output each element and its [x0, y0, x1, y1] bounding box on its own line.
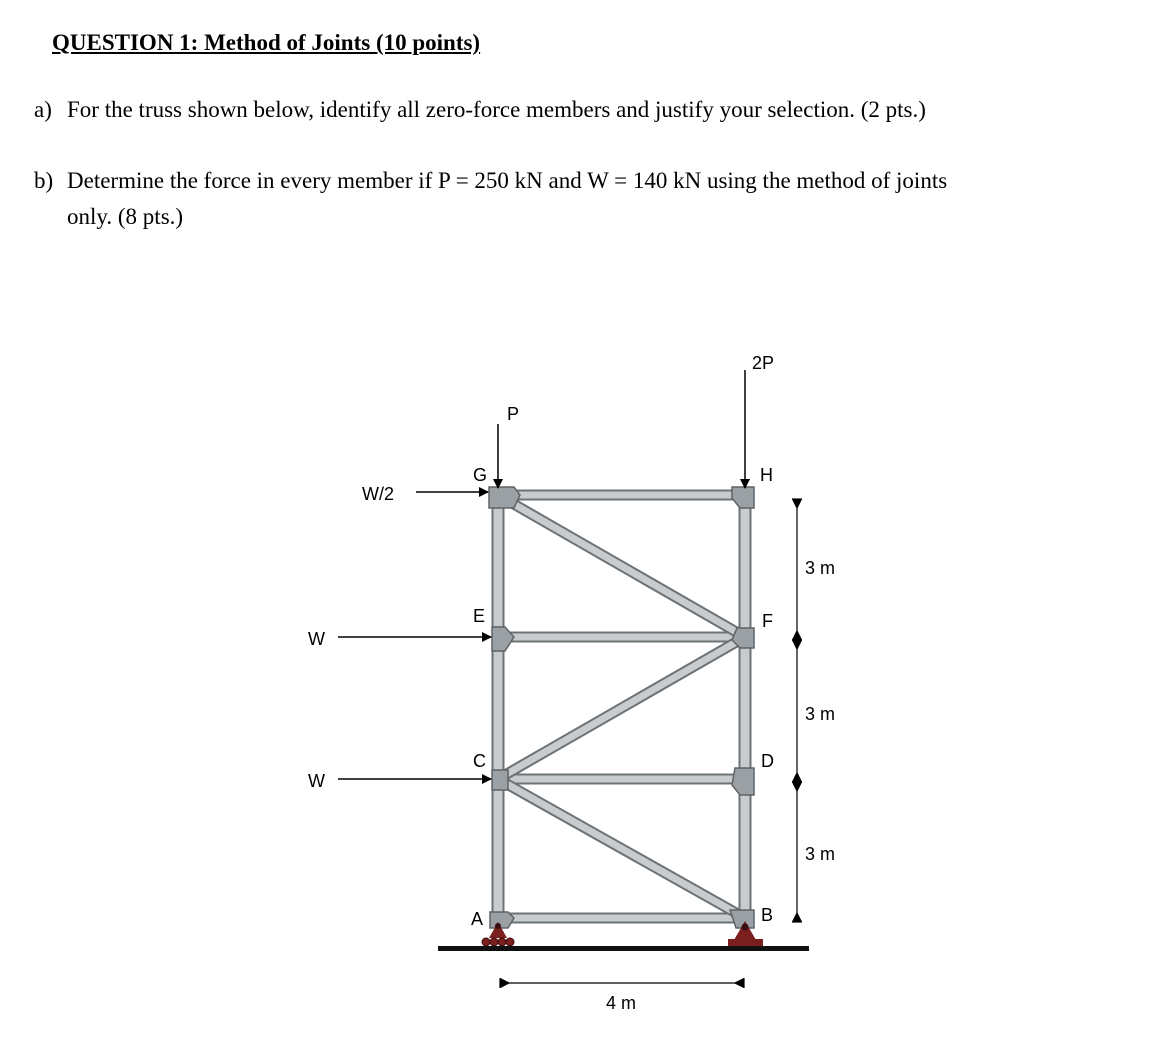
load-label-W-C: W [308, 771, 325, 791]
load-label-W-half: W/2 [362, 484, 395, 504]
dim-arrow [793, 773, 801, 781]
part-b-tag: b) [34, 168, 54, 193]
question-title: QUESTION 1: Method of Joints (10 points) [52, 30, 481, 55]
ground-line [438, 946, 809, 951]
member-FC [498, 637, 745, 779]
dim-label-bottom: 3 m [805, 844, 836, 864]
dim-label-middle: 3 m [805, 704, 836, 724]
dim-arrow [793, 641, 801, 649]
load-label-2P: 2P [752, 353, 775, 373]
dim-arrow [793, 500, 801, 508]
dim-arrow [793, 913, 801, 921]
gusset-G [489, 487, 520, 508]
gusset-H [732, 487, 754, 508]
part-b-text-line1: Determine the force in every member if P = 250 kN and W = 140 kN using the method of joints [67, 168, 948, 193]
dim-arrow [793, 631, 801, 639]
joint-label-F: F [762, 611, 773, 631]
joint-label-G: G [473, 465, 488, 485]
gusset-C [492, 770, 508, 790]
dim-label-top: 3 m [805, 558, 836, 578]
member-GF [498, 495, 745, 637]
truss-members [498, 495, 745, 918]
part-a-text: For the truss shown below, identify all zero-force members and justify your selection. (2 pts.) [67, 97, 926, 122]
dim-arrow [735, 979, 743, 987]
dim-arrow [501, 979, 509, 987]
load-arrows [338, 370, 745, 779]
gusset-D [732, 768, 754, 795]
part-a-tag: a) [34, 97, 52, 122]
dim-arrow [793, 783, 801, 791]
joint-label-D: D [761, 751, 774, 771]
load-label-W-E: W [308, 629, 325, 649]
joint-label-A: A [471, 909, 484, 929]
joint-label-C: C [473, 751, 486, 771]
gusset-E [492, 627, 514, 651]
joint-label-H: H [760, 465, 773, 485]
joint-label-B: B [761, 905, 774, 925]
load-label-P: P [507, 404, 520, 424]
gusset-A [490, 912, 514, 928]
dim-label-width: 4 m [606, 993, 637, 1013]
pin-support-B [728, 921, 763, 946]
member-CB [498, 779, 745, 918]
joint-label-E: E [473, 606, 486, 626]
part-b-text-line2: only. (8 pts.) [67, 204, 184, 229]
